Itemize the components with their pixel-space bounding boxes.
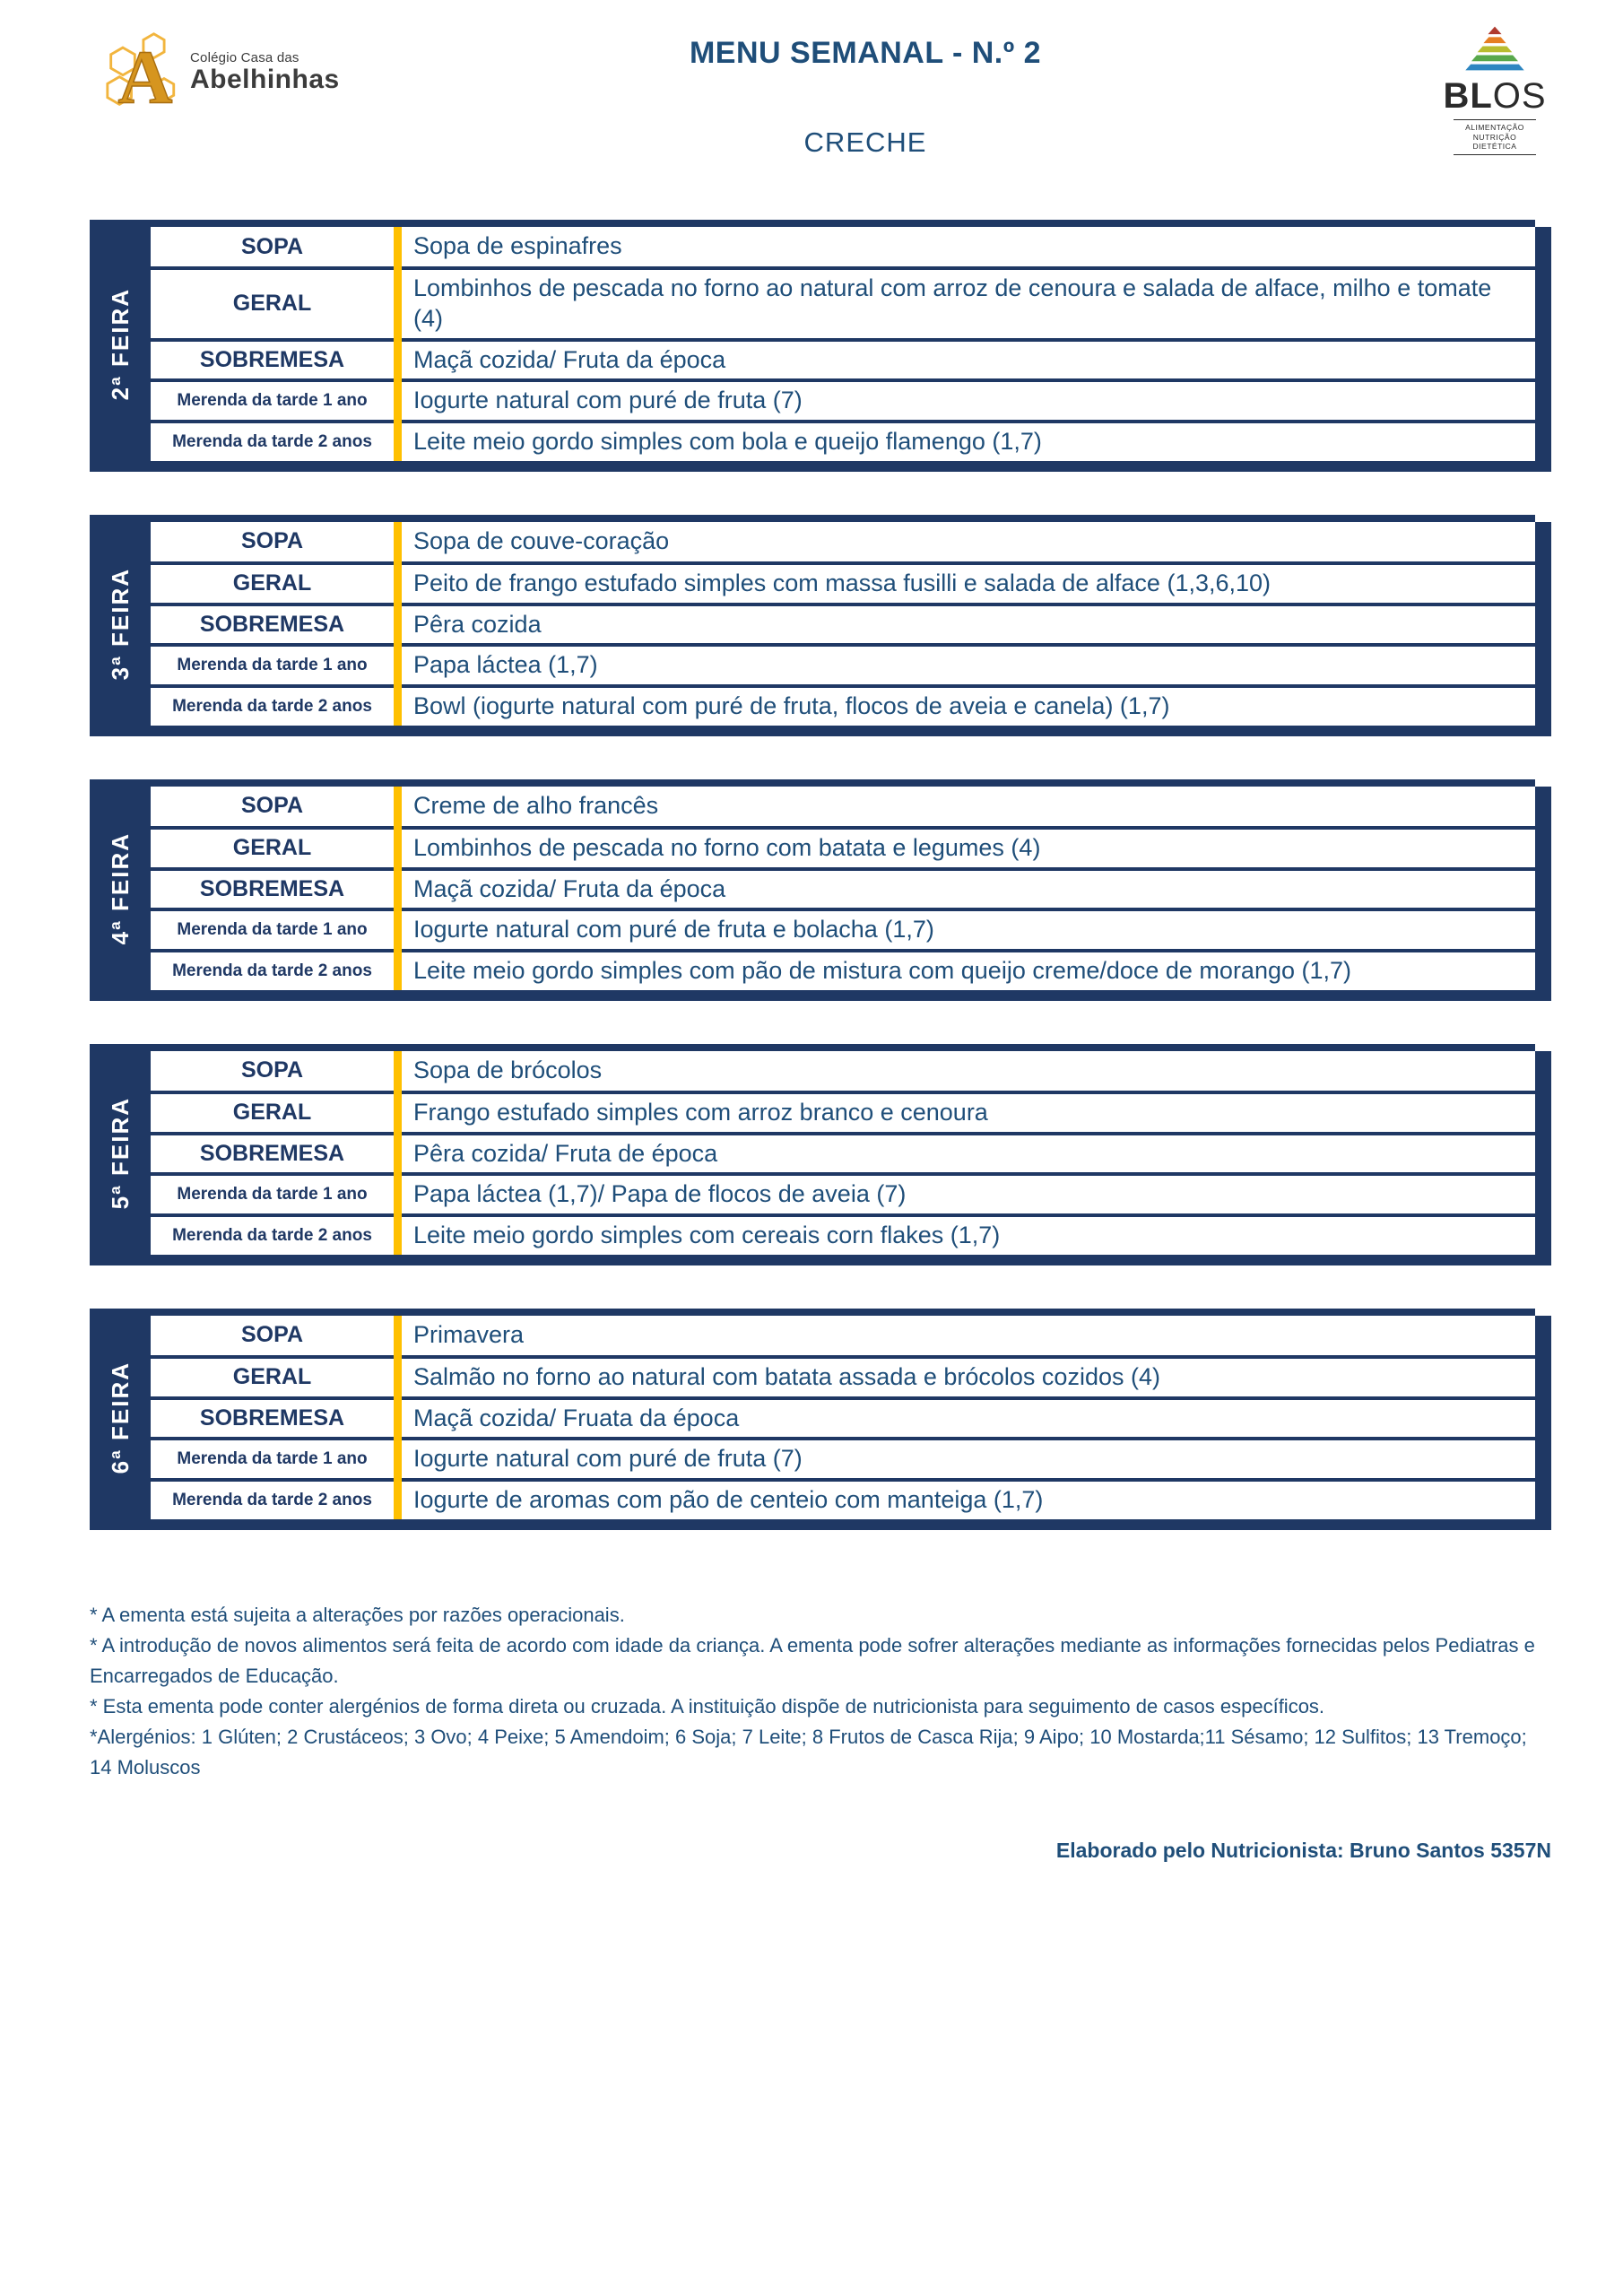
menu-rows: [151, 1051, 1535, 1255]
meal-sopa: Sopa de brócolos: [413, 1056, 603, 1083]
menu-table-2a-feira: [90, 220, 1551, 472]
row-label-sopa: SOPA: [241, 233, 303, 259]
header: [0, 0, 1623, 220]
meal-sobremesa: Maçã cozida/ Fruta da época: [413, 345, 726, 373]
menu-table-3a-feira: [90, 515, 1551, 736]
table-row: [151, 561, 1535, 603]
row-label-sobremesa: SOBREMESA: [199, 611, 345, 637]
row-label-sobremesa: SOBREMESA: [199, 1405, 345, 1431]
meal-merenda-1ano: Iogurte natural com puré de fruta (7): [413, 387, 803, 414]
meal-sopa: Creme de alho francês: [413, 791, 659, 819]
footer-notes: [90, 1600, 1551, 1867]
row-label-sobremesa: SOBREMESA: [199, 875, 345, 901]
row-label-merenda-2anos: Merenda da tarde 2 anos: [172, 1225, 372, 1245]
table-row: [151, 949, 1535, 990]
blos-caption-line: ALIMENTAÇÃO: [1465, 123, 1524, 132]
blos-caption: [1454, 119, 1536, 155]
table-top-bar: [90, 1044, 1535, 1051]
table-row: [151, 1437, 1535, 1478]
row-label-merenda-2anos: Merenda da tarde 2 anos: [172, 961, 372, 980]
yellow-divider: [394, 522, 402, 726]
blos-wordmark: [1436, 78, 1553, 114]
weekly-menu-tables: [90, 220, 1551, 1530]
table-row: [151, 1478, 1535, 1519]
honeycomb-a-icon: [100, 29, 187, 116]
note-operational: * A ementa está sujeita a alterações por razões operacionais.: [90, 1603, 625, 1626]
table-row: [151, 1355, 1535, 1396]
day-band: [90, 787, 151, 990]
row-label-geral: GERAL: [232, 1100, 312, 1126]
meal-merenda-2anos: Bowl (iogurte natural com puré de fruta, flocos de aveia e canela) (1,7): [413, 692, 1170, 719]
row-label-sopa: SOPA: [241, 1057, 303, 1083]
row-label-merenda-2anos: Merenda da tarde 2 anos: [172, 696, 372, 716]
meal-sopa: Sopa de couve-coração: [413, 526, 670, 554]
table-row: [151, 603, 1535, 644]
menu-rows: [151, 787, 1535, 990]
table-right-bar: [1535, 787, 1551, 990]
row-label-sopa: SOPA: [241, 793, 303, 819]
row-label-geral: GERAL: [232, 291, 312, 317]
table-bottom-bar: [90, 990, 1551, 1001]
meal-sopa: Sopa de espinafres: [413, 232, 622, 260]
meal-merenda-2anos: Leite meio gordo simples com cereais corn flakes (1,7): [413, 1222, 1001, 1248]
table-row: [151, 1172, 1535, 1213]
row-label-merenda-1ano: Merenda da tarde 1 ano: [177, 1185, 368, 1205]
row-label-geral: GERAL: [232, 1364, 312, 1390]
table-row: [151, 1213, 1535, 1255]
page-subtitle: CRECHE: [803, 126, 927, 158]
meal-merenda-2anos: Iogurte de aromas com pão de centeio com manteiga (1,7): [413, 1486, 1044, 1513]
row-label-geral: GERAL: [232, 835, 312, 861]
meal-merenda-1ano: Iogurte natural com puré de fruta (7): [413, 1445, 803, 1473]
table-top-bar: [90, 515, 1535, 522]
table-row: [151, 1132, 1535, 1173]
day-label: 6ª FEIRA: [106, 1361, 134, 1474]
menu-rows: [151, 1316, 1535, 1519]
table-row: [151, 1316, 1535, 1355]
note-allergens-cross: * Esta ementa pode conter alergénios de forma direta ou cruzada. A instituição dispõe de nutricionista para seguimento de casos específicos.: [90, 1695, 1325, 1718]
meal-sobremesa: Maçã cozida/ Fruata da época: [413, 1404, 740, 1431]
school-name: [190, 51, 340, 93]
meal-sobremesa: Maçã cozida/ Fruta da época: [413, 874, 726, 902]
meal-merenda-1ano: Papa láctea (1,7): [413, 651, 598, 679]
blos-logo: [1436, 25, 1553, 155]
row-label-merenda-1ano: Merenda da tarde 1 ano: [177, 656, 368, 675]
nutritionist-signature: Elaborado pelo Nutricionista: Bruno Santos 5357N: [1055, 1839, 1551, 1863]
school-logo: [100, 29, 340, 116]
page-title: MENU SEMANAL - N.º 2: [689, 36, 1042, 70]
meal-merenda-2anos: Leite meio gordo simples com pão de mistura com queijo creme/doce de morango (1,7): [413, 957, 1352, 984]
note-new-foods: * A introdução de novos alimentos será feita de acordo com idade da criança. A ementa pode sofrer alterações mediante as informações fornecidas pelos Pediatras e Encarregados de Educação.: [90, 1633, 1541, 1687]
table-row: [151, 787, 1535, 826]
table-bottom-bar: [90, 1519, 1551, 1530]
meal-sobremesa: Pêra cozida: [413, 610, 542, 638]
row-label-sopa: SOPA: [241, 1322, 303, 1348]
table-row: [151, 826, 1535, 867]
table-row: [151, 338, 1535, 379]
table-row: [151, 1091, 1535, 1132]
meal-merenda-1ano: Iogurte natural com puré de fruta e bolacha (1,7): [413, 916, 934, 944]
table-bottom-bar: [90, 1255, 1551, 1265]
row-label-sobremesa: SOBREMESA: [199, 346, 345, 372]
table-right-bar: [1535, 1316, 1551, 1519]
meal-geral: Frango estufado simples com arroz branco e cenoura: [413, 1098, 988, 1126]
table-row: [151, 1396, 1535, 1438]
meal-geral: Lombinhos de pescada no forno ao natural com arroz de cenoura e salada de alface, milho e tomate (4): [413, 274, 1492, 332]
row-label-merenda-1ano: Merenda da tarde 1 ano: [177, 1449, 368, 1469]
yellow-divider: [394, 1051, 402, 1255]
day-band: [90, 1051, 151, 1255]
day-band: [90, 1316, 151, 1519]
table-top-bar: [90, 779, 1535, 787]
table-row: [151, 378, 1535, 420]
yellow-divider: [394, 787, 402, 990]
meal-sobremesa: Pêra cozida/ Fruta de época: [413, 1139, 718, 1167]
table-bottom-bar: [90, 461, 1551, 472]
meal-merenda-2anos: Leite meio gordo simples com bola e queijo flamengo (1,7): [413, 428, 1042, 455]
note-allergen-legend: *Alergénios: 1 Glúten; 2 Crustáceos; 3 Ovo; 4 Peixe; 5 Amendoim; 6 Soja; 7 Leite; 8 Frutos de Casca Rija; 9 Aipo; 10 Mostarda;11 Sésamo; 12 Sulfitos; 13 Tremoço; 14 Moluscos: [90, 1726, 1532, 1779]
yellow-divider: [394, 227, 402, 461]
table-row: [151, 1051, 1535, 1091]
meal-geral: Lombinhos de pescada no forno com batata e legumes (4): [413, 833, 1041, 861]
meal-geral: Salmão no forno ao natural com batata assada e brócolos cozidos (4): [413, 1362, 1160, 1390]
table-right-bar: [1535, 522, 1551, 726]
table-row: [151, 420, 1535, 461]
row-label-merenda-1ano: Merenda da tarde 1 ano: [177, 391, 368, 411]
table-right-bar: [1535, 227, 1551, 461]
table-right-bar: [1535, 1051, 1551, 1255]
row-label-merenda-2anos: Merenda da tarde 2 anos: [172, 1490, 372, 1509]
school-name-small: Colégio Casa das: [190, 49, 299, 65]
table-row: [151, 227, 1535, 266]
table-bottom-bar: [90, 726, 1551, 736]
day-band: [90, 227, 151, 461]
blos-caption-line: NUTRIÇÃO: [1472, 132, 1517, 142]
blos-caption-line: DIETÉTICA: [1472, 142, 1517, 152]
day-label: 3ª FEIRA: [106, 567, 134, 680]
meal-geral: Peito de frango estufado simples com massa fusilli e salada de alface (1,3,6,10): [413, 569, 1271, 596]
blos-light-part: OS: [1492, 76, 1547, 116]
table-row: [151, 522, 1535, 561]
row-label-geral: GERAL: [232, 570, 312, 596]
food-pyramid-icon: [1456, 60, 1533, 75]
menu-table-4a-feira: [90, 779, 1551, 1001]
meal-merenda-1ano: Papa láctea (1,7)/ Papa de flocos de aveia (7): [413, 1180, 907, 1208]
table-row: [151, 867, 1535, 909]
row-label-sobremesa: SOBREMESA: [199, 1140, 345, 1166]
meal-sopa: Primavera: [413, 1320, 525, 1348]
menu-table-5a-feira: [90, 1044, 1551, 1265]
blos-bold-part: BL: [1443, 76, 1493, 116]
yellow-divider: [394, 1316, 402, 1519]
day-band: [90, 522, 151, 726]
table-row: [151, 643, 1535, 684]
table-top-bar: [90, 220, 1535, 227]
row-label-merenda-2anos: Merenda da tarde 2 anos: [172, 431, 372, 451]
school-name-big: Abelhinhas: [190, 64, 340, 94]
svg-text:A: A: [117, 36, 173, 111]
day-label: 5ª FEIRA: [106, 1096, 134, 1209]
table-top-bar: [90, 1309, 1535, 1316]
menu-table-6a-feira: [90, 1309, 1551, 1530]
menu-rows: [151, 522, 1535, 726]
table-row: [151, 684, 1535, 726]
table-row: [151, 266, 1535, 338]
row-label-merenda-1ano: Merenda da tarde 1 ano: [177, 920, 368, 940]
table-row: [151, 908, 1535, 949]
day-label: 2ª FEIRA: [106, 287, 134, 401]
menu-rows: [151, 227, 1535, 461]
day-label: 4ª FEIRA: [106, 831, 134, 944]
row-label-sopa: SOPA: [241, 528, 303, 554]
